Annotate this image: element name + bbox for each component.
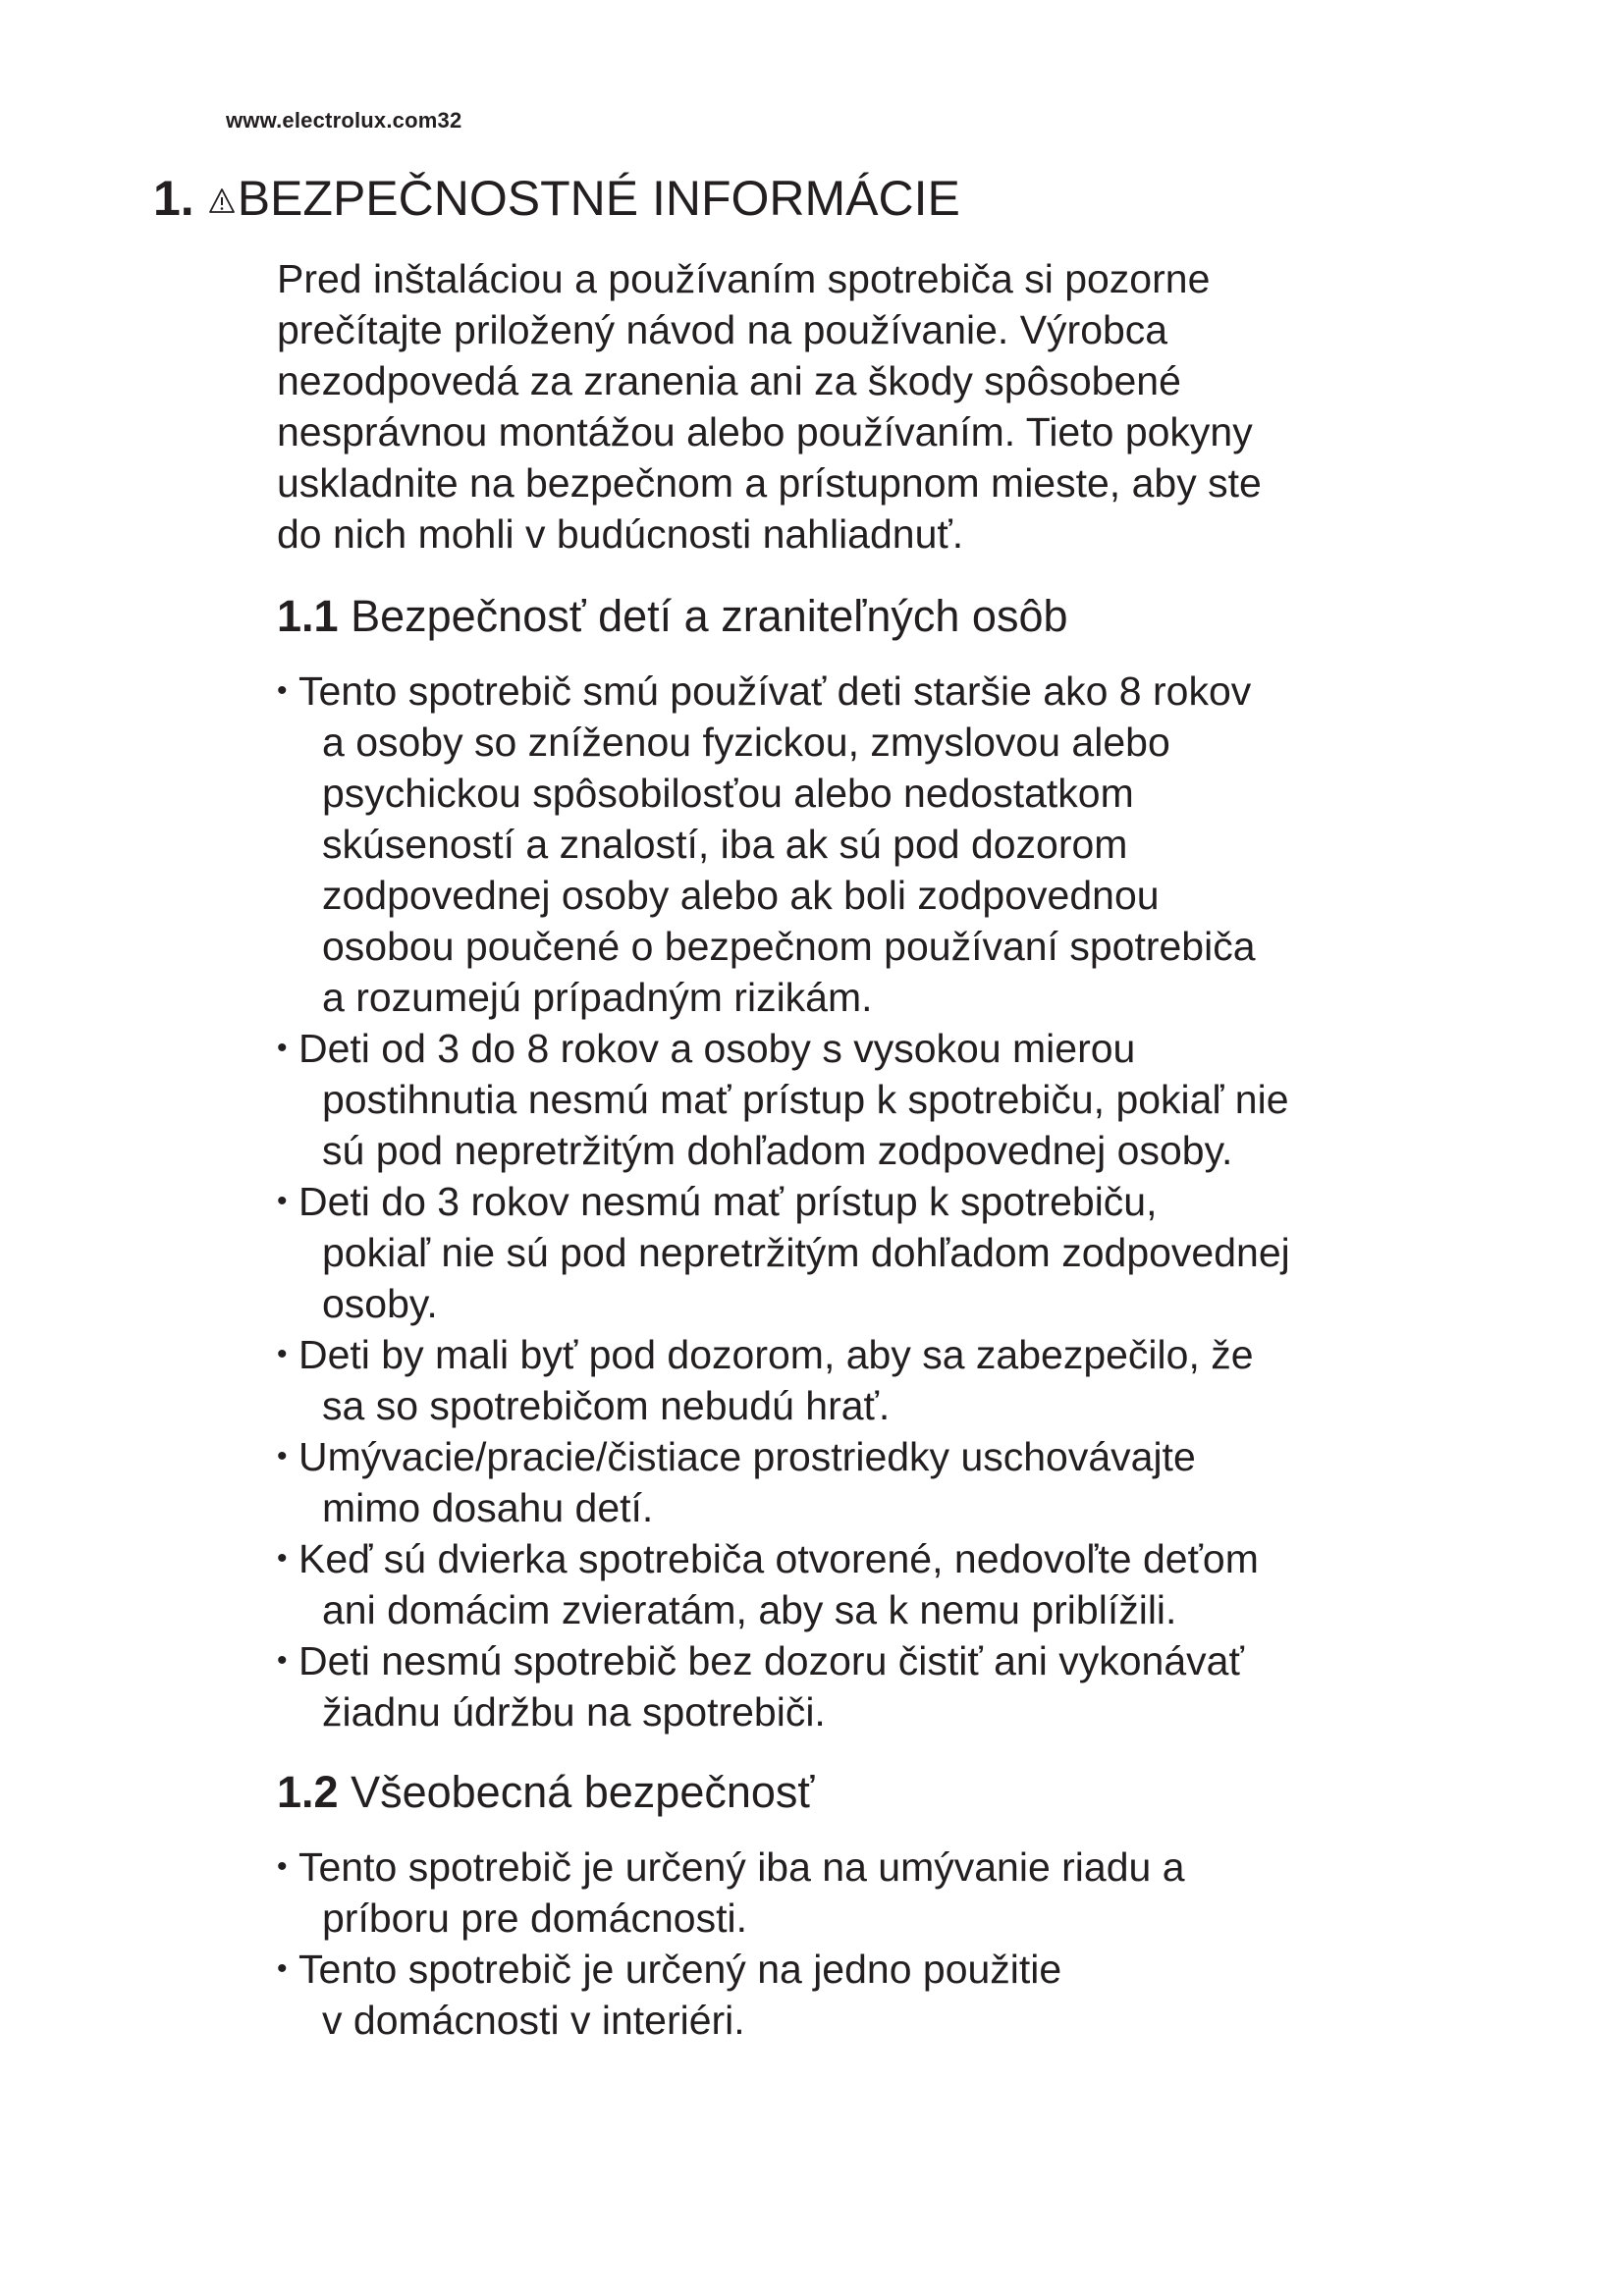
intro-line: uskladnite na bezpečnom a prístupnom mieste, aby ste — [277, 460, 1262, 506]
list-item-line: postihnutia nesmú mať prístup k spotrebiču, pokiaľ nie — [322, 1077, 1289, 1122]
bullet-icon: • — [277, 1440, 288, 1472]
list-item-line: Umývacie/pracie/čistiace prostriedky uschovávajte — [298, 1434, 1196, 1479]
intro-line: nesprávnou montážou alebo používaním. Tieto pokyny — [277, 409, 1253, 454]
bullet-icon: • — [277, 1185, 288, 1217]
list-item — [277, 666, 1494, 1023]
subsection-2-list — [277, 1842, 1494, 2046]
list-item-line: pokiaľ nie sú pod nepretržitým dohľadom zodpovednej — [322, 1230, 1290, 1275]
list-item-line: Deti od 3 do 8 rokov a osoby s vysokou mierou — [298, 1026, 1136, 1071]
intro-line: do nich mohli v budúcnosti nahliadnuť. — [277, 511, 964, 557]
list-item-line: zodpovednej osoby alebo ak boli zodpovednou — [322, 873, 1160, 918]
list-item-line: Deti do 3 rokov nesmú mať prístup k spotrebiču, — [298, 1179, 1158, 1224]
intro-line: prečítajte priložený návod na používanie. Výrobca — [277, 307, 1168, 352]
list-item-line: príboru pre domácnosti. — [322, 1896, 748, 1941]
list-item-line: Tento spotrebič smú používať deti staršie ako 8 rokov — [298, 668, 1252, 714]
list-item — [277, 1329, 1494, 1431]
list-item — [277, 1023, 1494, 1176]
list-item-line: Tento spotrebič je určený na jedno použitie — [298, 1947, 1062, 1992]
subsection-1-title-text: Bezpečnosť detí a zraniteľných osôb — [351, 591, 1068, 641]
list-item-line: psychickou spôsobilosťou alebo nedostatkom — [322, 771, 1134, 816]
intro-paragraph — [277, 253, 1494, 560]
list-item-line: a osoby so zníženou fyzickou, zmyslovou alebo — [322, 720, 1170, 765]
subsection-2-title-text: Všeobecná bezpečnosť — [351, 1767, 815, 1817]
bullet-icon: • — [277, 1338, 288, 1370]
list-item-line: Tento spotrebič je určený iba na umývanie riadu a — [298, 1844, 1185, 1890]
intro-line: nezodpovedá za zranenia ani za škody spôsobené — [277, 358, 1181, 403]
main-content — [277, 253, 1494, 2046]
list-item-line: Deti nesmú spotrebič bez dozoru čistiť ani vykonávať — [298, 1638, 1244, 1683]
bullet-icon: • — [277, 1032, 288, 1064]
section-title-text: BEZPEČNOSTNÉ INFORMÁCIE — [237, 171, 960, 226]
list-item — [277, 1944, 1494, 2046]
subsection-1-number: 1.1 — [277, 591, 339, 641]
list-item-line: sú pod nepretržitým dohľadom zodpovednej osoby. — [322, 1128, 1233, 1173]
list-item — [277, 1635, 1494, 1737]
section-number: 1. — [153, 171, 194, 226]
intro-line: Pred inštaláciou a používaním spotrebiča si pozorne — [277, 256, 1211, 301]
list-item-line: Deti by mali byť pod dozorom, aby sa zabezpečilo, že — [298, 1332, 1254, 1377]
list-item — [277, 1533, 1494, 1635]
subsection-2-title — [277, 1765, 1494, 1820]
bullet-icon: • — [277, 1644, 288, 1677]
list-item — [277, 1176, 1494, 1329]
list-item-line: žiadnu údržbu na spotrebiči. — [322, 1689, 826, 1735]
subsection-1-title — [277, 589, 1494, 644]
header-url: www.electrolux.com32 — [226, 108, 462, 133]
bullet-icon: • — [277, 1952, 288, 1985]
list-item-line: Keď sú dvierka spotrebiča otvorené, nedovoľte deťom — [298, 1536, 1259, 1581]
list-item-line: ani domácim zvieratám, aby sa k nemu priblížili. — [322, 1587, 1177, 1632]
bullet-icon: • — [277, 674, 288, 707]
list-item-line: v domácnosti v interiéri. — [322, 1998, 745, 2043]
section-title — [153, 169, 960, 228]
warning-icon — [208, 187, 236, 215]
list-item-line: osoby. — [322, 1281, 438, 1326]
subsection-1-list — [277, 666, 1494, 1737]
list-item-line: sa so spotrebičom nebudú hrať. — [322, 1383, 891, 1428]
list-item-line: osobou poučené o bezpečnom používaní spotrebiča — [322, 924, 1256, 969]
list-item-line: a rozumejú prípadným rizikám. — [322, 975, 873, 1020]
bullet-icon: • — [277, 1850, 288, 1883]
list-item-line: skúseností a znalostí, iba ak sú pod dozorom — [322, 822, 1128, 867]
list-item — [277, 1842, 1494, 1944]
list-item — [277, 1431, 1494, 1533]
list-item-line: mimo dosahu detí. — [322, 1485, 654, 1530]
subsection-2-number: 1.2 — [277, 1767, 339, 1817]
bullet-icon: • — [277, 1542, 288, 1575]
